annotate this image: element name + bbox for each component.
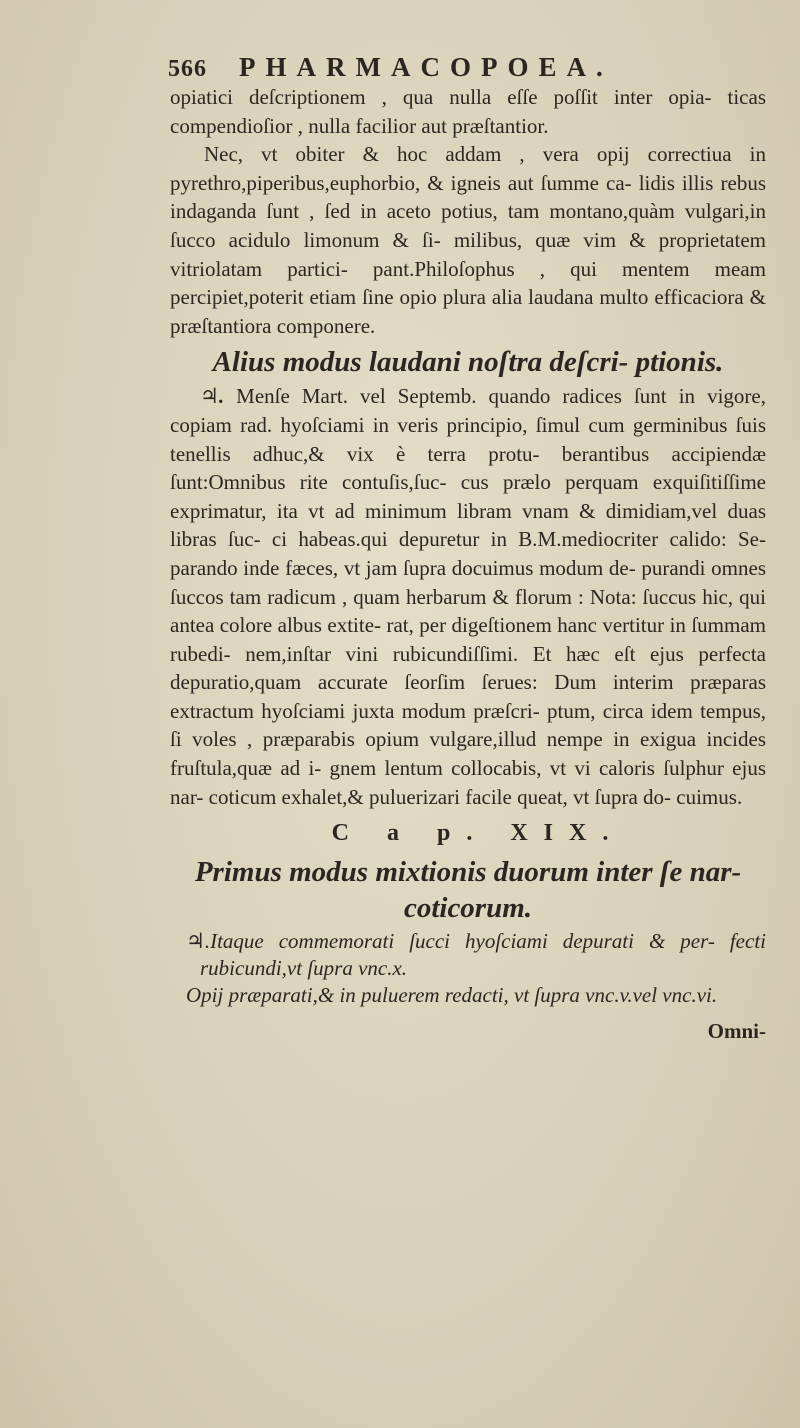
page-number: 566 [168, 56, 207, 82]
body-text [170, 83, 766, 1045]
recipe-symbol: ♃. [200, 384, 225, 409]
catchword: Omni- [707, 1018, 766, 1043]
ingredient-line: Opij præparati,& in puluerem redacti, vt ſupra vnc.v.vel vnc.vi. [186, 982, 718, 1007]
section-heading-primus-modus: Primus modus mixtionis duorum inter ſe nar- coticorum. [194, 855, 742, 924]
running-head: PHARMACOPOEA. [239, 52, 613, 82]
recipe-ingredients [170, 928, 766, 1009]
section-heading-alius-modus: Alius modus laudani noſtra deſcri- ptionis. [212, 346, 724, 379]
recipe-text: Menſe Mart. vel Septemb. quando radices ſunt in vigore, copiam rad. hyoſciami in veris principio, ſimul cum germinibus ſuis tenellis adhuc,& vix è terra protu- berantibus accipiendæ ſunt:Omnibus rite contuſis,ſuc- cus prælo perquam exquiſitiſſime exprimatur, ita vt ad minimum libram vnam & dimidiam,vel duas libras ſuc- ci habeas.qui depuretur in B.M.mediocriter calido: Se- parando inde fæces, vt jam ſupra docuimus modum de- purandi omnes ſuccos tam radicum , quam herbarum & florum : Nota: ſuccus hic, qui antea colore albus extite- rat, per digeſtionem hanc vertitur in ſummam rubedi- nem,inſtar vini rubicundiſſimi. Et hæc eſt ejus perfecta depuratio,quam accurate ſeorſim ſerues: Dum interim præparas extractum hyoſciami juxta modum præſcri- ptum, circa idem tempus, ſi voles , præparabis opium vulgare,illud nempe in exigua incides fruſtula,quæ ad i- gnem lentum collocabis, vt vi caloris ſulphur ejus nar- coticum exhalet,& puluerizari facile queat, vt ſupra do- cuimus. [170, 384, 766, 809]
paragraph-correctiua: Nec, vt obiter & hoc addam , vera opij correctiua in pyrethro,piperibus,euphorbio, & igneis aut ſumme ca- lidis illis rebus indaganda ſunt , ſed in aceto potius, tam montano,quàm vulgari,in ſucco acidulo limonum & ſi- milibus, quæ vim & proprietatem vitriolatam partici- pant.Philoſophus , qui mentem meam percipiet,poterit etiam ſine opio plura alia laudana multo efficaciora & præſtantiora componere. [170, 142, 766, 338]
ingredient-line: ♃.Itaque commemorati ſucci hyoſciami depurati & per- fecti rubicundi,vt ſupra vnc.x. [186, 928, 766, 980]
chapter-heading: C a p. XIX. [331, 820, 625, 847]
paragraph-continuation: opiatici deſcriptionem , qua nulla eſſe poſſit inter opia- ticas compendioſior , nulla facilior aut præſtantior. [170, 85, 766, 138]
page-header [168, 52, 766, 83]
paragraph-recipe-instructions [170, 382, 766, 811]
